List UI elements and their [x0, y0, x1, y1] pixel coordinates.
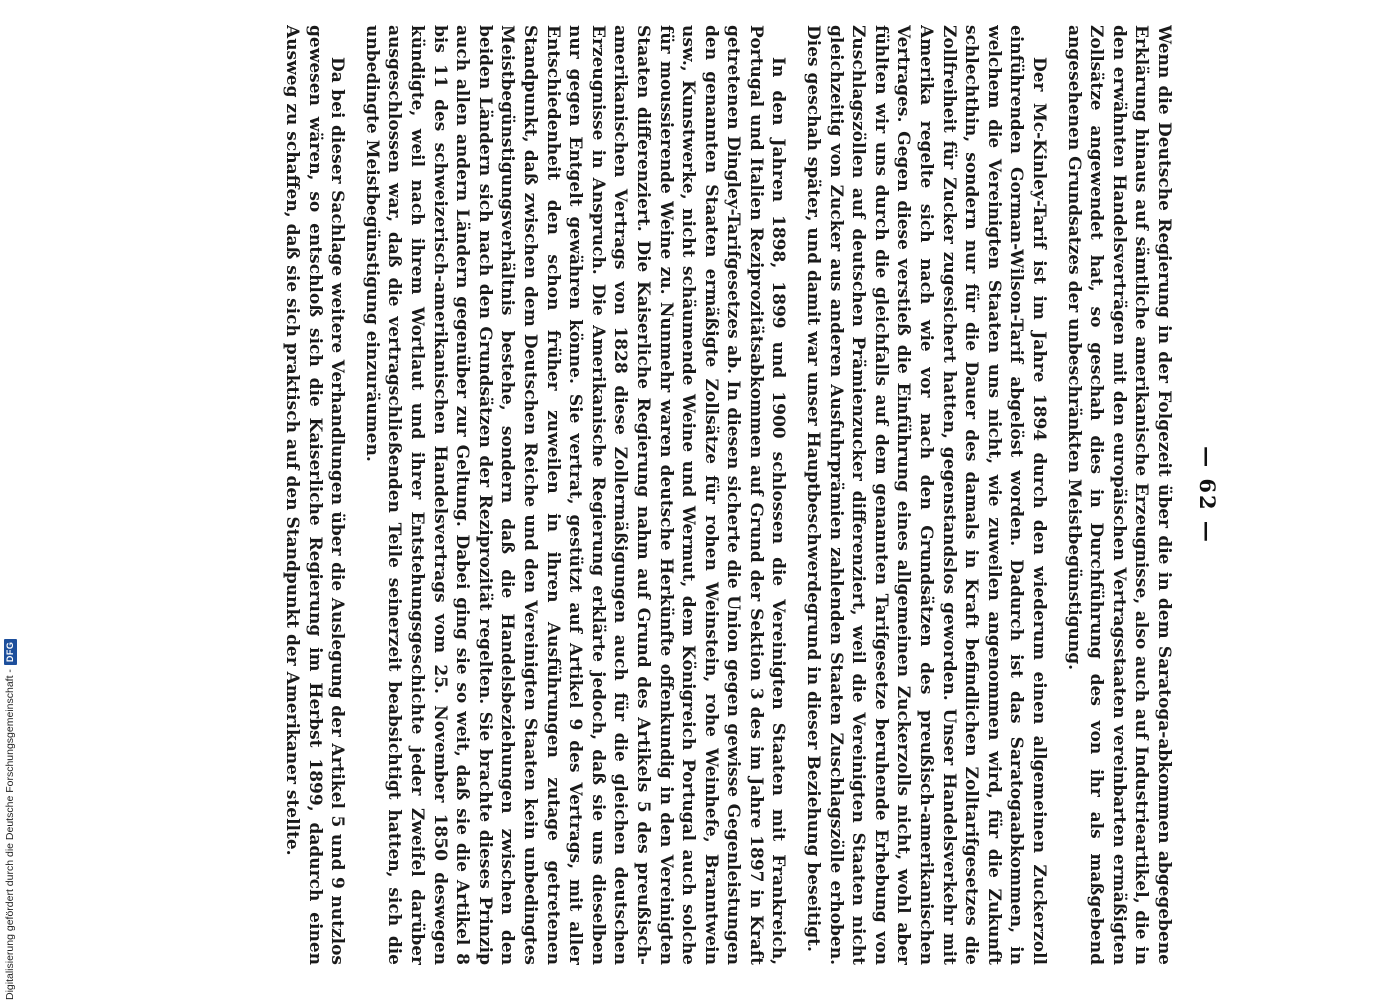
page-number: — 62 —: [1195, 446, 1220, 544]
page-content: [130, 25, 1220, 965]
text-body: [280, 25, 1175, 965]
dfg-logo: DFG: [4, 639, 17, 666]
credit-text: Digitalisierung gefördert durch die Deutsche Forschungsgemeinschaft -: [4, 669, 16, 1000]
paragraph-2: Der Mc-Kinley-Tarif ist im Jahre 1894 durch den wiederum einen allgemeinen Zuckerzoll einführenden Gorman-Wilson-Tarif abgelöst worden. Dadurch ist das Saratogaabkommen, in welchem die Vereinigten Staaten uns nicht, wie zuweilen angenommen wird, für die Zukunft schlechthin, sondern nur für die Dauer des damals in Kraft befindlichen Zolltarifgesetzes die Zollfreiheit für Zucker zugesichert hatten, gegenstandslos geworden. Unser Handelsverkehr mit Amerika regelte sich nach wie vor nach den Grundsätzen des preußisch-amerikanischen Vertrages. Gegen diese verstieß die Einführung eines allgemeinen Zuckerzolls nicht, wohl aber fühlten wir uns durch die gleichfalls auf dem genannten Tarifgesetze beruhende Erhebung von Zuschlagszöllen auf deutschen Prämienzucker differenziert, weil die Vereinigten Staaten nicht gleichzeitig von Zucker aus anderen Ausfuhrprämien zahlenden Staaten Zuschlagszölle erhoben. Dies geschah später, und damit war unser Hauptbeschwerdegrund in dieser Beziehung beseitigt.: [803, 25, 1050, 965]
paragraph-1: Wenn die Deutsche Regierung in der Folgezeit über die in dem Saratoga-abkommen abgegebene Erklärung hinaus auf sämtliche amerikanische Erzeugnisse, also auch auf Industrieartikel, die in den erwähnten Handelsverträgen mit den europäischen Vertragsstaaten vereinbarten ermäßigten Zollsätze angewendet hat, so geschah dies in Durchführung des von ihr als maßgebend angesehenen Grundsatzes der unbeschränkten Meistbegünstigung.: [1063, 25, 1174, 965]
rotated-page: [130, 25, 1220, 965]
paragraph-3: In den Jahren 1898, 1899 und 1900 schlossen die Vereinigten Staaten mit Frankreich, Portugal und Italien Reziprozitätsabkommen auf Grund der Sektion 3 des im Jahre 1897 in Kraft getretenen Dingley-Tarifgesetzes ab. In diesen sicherte die Union gegen gewisse Gegenleistungen den genannten Staaten ermäßigte Zollsätze für rohen Weinstein, rohe Weinhefe, Branntwein usw., Kunstwerke, nicht schäumende Weine und Wermut, dem Königreich Portugal auch solche für moussierende Weine zu. Nunmehr waren deutsche Herkünfte offenkundig in den Vereinigten Staaten differenziert. Die Kaiserliche Regierung nahm auf Grund des Artikels 5 des preußisch-amerikanischen Vertrags von 1828 diese Zollermäßigungen auch für die gleichen deutschen Erzeugnisse in Anspruch. Die Amerikanische Regierung erklärte jedoch, daß sie uns dieselben nur gegen Entgelt gewähren könne. Sie vertrat, gestützt auf Artikel 9 des Vertrags, mit aller Entschiedenheit den schon früher zuweilen in ihren Ausführungen zutage getretenen Standpunkt, daß zwischen dem Deutschen Reiche und den Vereinigten Staaten kein unbedingtes Meistbegünstigungsverhältnis bestehe, sondern daß die Handelsbeziehungen zwischen den beiden Ländern sich nach den Grundsätzen der Reziprozität regelten. Sie brachte dieses Prinzip auch allen andern Ländern gegenüber zur Geltung. Dabei ging sie so weit, daß sie die Artikel 8 bis 11 des schweizerisch-amerikanischen Handelsvertrags vom 25. November 1850 deswegen kündigte, weil nach ihrem Wortlaut und ihrer Entstehungsgeschichte jeder Zweifel darüber ausgeschlossen war, daß die vertragschließenden Teile seinerzeit beabsichtigt hatten, sich die unbedingte Meistbegünstigung einzuräumen.: [361, 25, 789, 965]
digitization-credit-line: [0, 540, 20, 1000]
digitization-credit: [0, 540, 20, 1000]
paragraph-4: Da bei dieser Sachlage weitere Verhandlungen über die Auslegung der Artikel 5 und 9 nutzlos gewesen wären, so entschloß sich die Kaiserliche Regierung im Herbst 1899, dadurch einen Ausweg zu schaffen, daß sie sich praktisch auf den Standpunkt der Amerikaner stellte.: [282, 25, 348, 965]
